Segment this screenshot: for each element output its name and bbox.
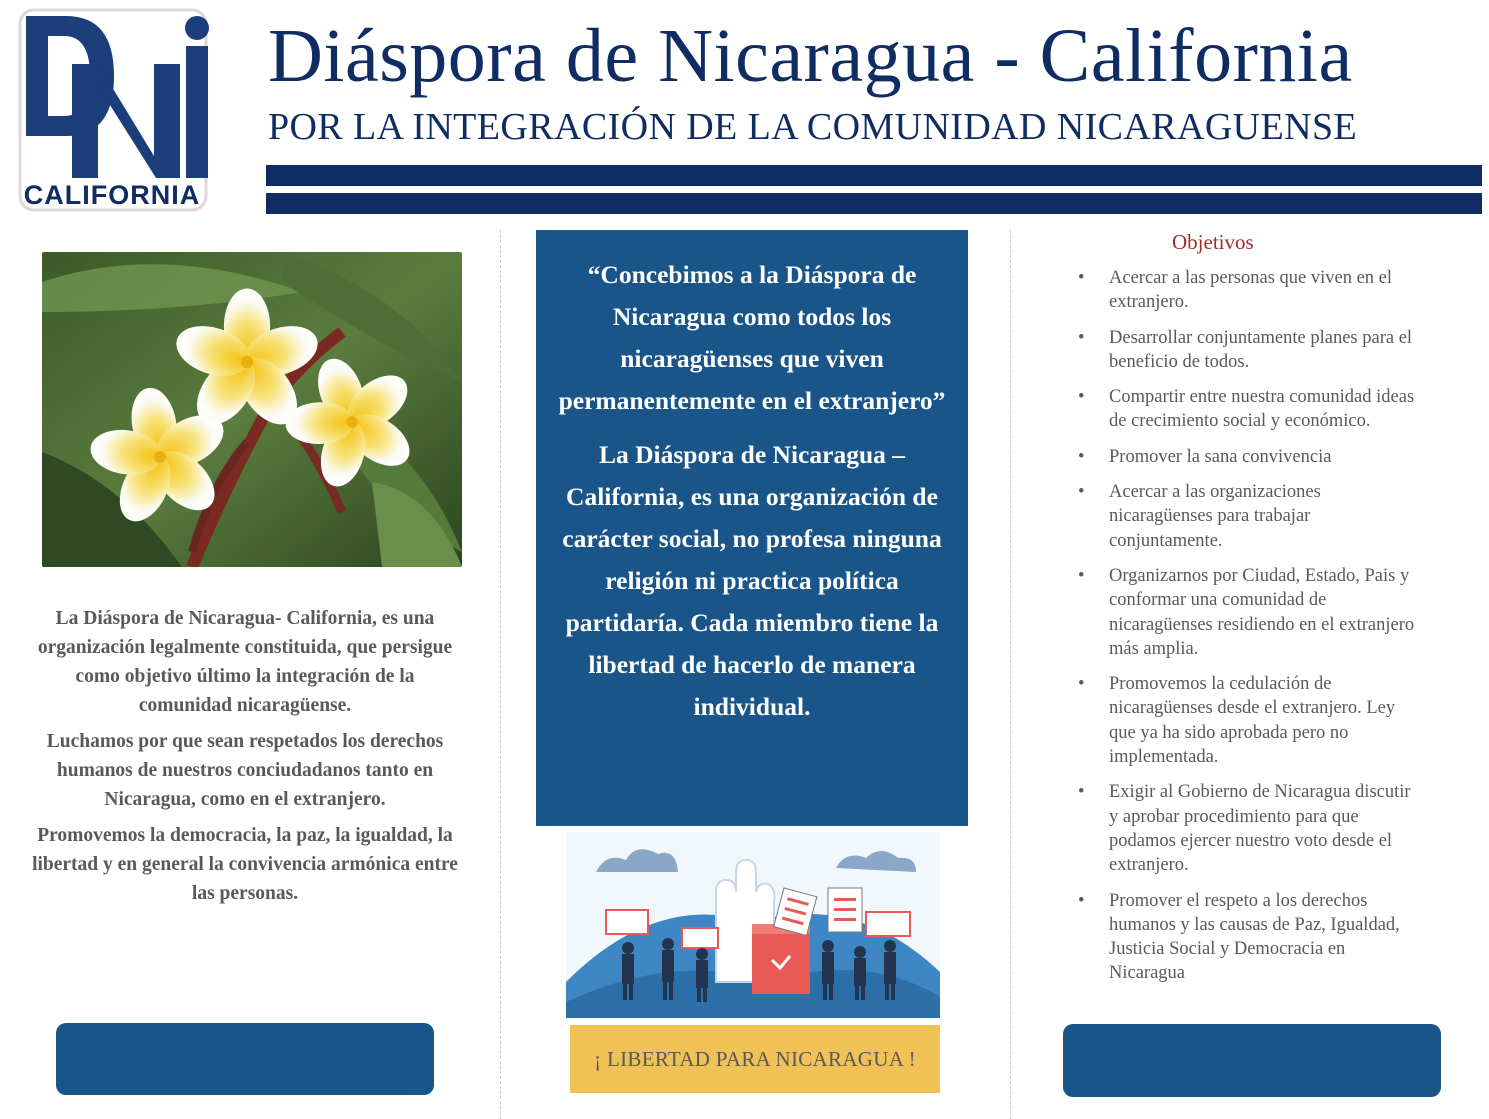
- bullet-icon: •: [1078, 482, 1085, 503]
- objective-text: Desarrollar conjuntamente planes para el beneficio de todos.: [1109, 327, 1413, 372]
- objective-item: [1078, 385, 1418, 434]
- column-divider-left: [500, 230, 501, 1119]
- bullet-icon: •: [1078, 674, 1085, 695]
- frangipani-flower-photo: [42, 252, 462, 567]
- bullet-icon: •: [1078, 327, 1085, 348]
- about-paragraph: Luchamos por que sean respetados los derechos humanos de nuestros conciudadanos tanto en Nicaragua, como en el extranjero.: [46, 731, 444, 810]
- objective-item: [1078, 672, 1418, 769]
- about-paragraph: Promovemos la democracia, la paz, la igualdad, la libertad y en general la convivencia armónica entre las personas.: [32, 825, 458, 904]
- bullet-icon: •: [1078, 782, 1085, 803]
- objective-item: [1078, 480, 1418, 553]
- mission-quote: “Concebimos a la Diáspora de Nicaragua como todos los nicaragüenses que viven permanentemente en el extranjero”: [558, 260, 946, 415]
- objective-item: [1078, 445, 1418, 469]
- objective-text: Promover la sana convivencia: [1109, 446, 1332, 467]
- objectives-title: Objetivos: [1172, 230, 1254, 254]
- objective-text: Promover el respeto a los derechos humanos y las causas de Paz, Igualdad, Justicia Social y Democracia en Nicaragua: [1109, 890, 1400, 984]
- header-rule-bottom: [266, 193, 1482, 214]
- column-divider-right: [1010, 230, 1011, 1119]
- right-footer-panel: [1063, 1024, 1441, 1097]
- objective-item: [1078, 266, 1418, 315]
- quote-text: [556, 254, 948, 740]
- about-text: [30, 604, 460, 915]
- objective-item: [1078, 564, 1418, 661]
- objective-text: Acercar a las organizaciones nicaragüenses para trabajar conjuntamente.: [1109, 482, 1321, 551]
- left-footer-panel: [56, 1023, 434, 1095]
- objective-item: [1078, 889, 1418, 986]
- objective-text: Compartir entre nuestra comunidad ideas de crecimiento social y económico.: [1109, 387, 1415, 432]
- objective-text: Promovemos la cedulación de nicaragüenses desde el extranjero. Ley que ya ha sido aprobada pero no implementada.: [1109, 674, 1396, 768]
- about-paragraph: La Diáspora de Nicaragua- California, es una organización legalmente constituida, que persigue como objetivo último la integración de la comunidad nicaragüense.: [37, 608, 453, 716]
- logo-wordmark: CALIFORNIA: [23, 180, 201, 210]
- bullet-icon: •: [1078, 387, 1085, 408]
- page-subtitle: POR LA INTEGRACIÓN DE LA COMUNIDAD NICARAGUENSE: [268, 106, 1358, 148]
- objectives-list: [1078, 266, 1418, 997]
- voting-illustration: [566, 832, 940, 1018]
- objective-text: Exigir al Gobierno de Nicaragua discutir y aprobar procedimiento para que podamos ejercer nuestro voto desde el extranjero.: [1109, 782, 1411, 876]
- bullet-icon: •: [1078, 890, 1085, 911]
- objective-text: Organizarnos por Ciudad, Estado, Pais y conformar una comunidad de nicaragüenses residiendo en el extranjero más amplia.: [1109, 565, 1415, 659]
- bullet-icon: •: [1078, 446, 1085, 467]
- bullet-icon: •: [1078, 565, 1085, 586]
- freedom-banner: [570, 1025, 940, 1093]
- header-rule-top: [266, 165, 1482, 186]
- objective-item: [1078, 326, 1418, 375]
- freedom-banner-text: ¡ LIBERTAD PARA NICARAGUA !: [594, 1046, 916, 1071]
- bullet-icon: •: [1078, 268, 1085, 288]
- page-title: Diáspora de Nicaragua - California: [268, 14, 1353, 98]
- organization-statement: La Diáspora de Nicaragua – California, es una organización de carácter social, no profesa ninguna religión ni practica política partidaría. Cada miembro tiene la libertad de hacerlo de manera individual.: [562, 440, 942, 721]
- objective-text: Acercar a las personas que viven en el extranjero.: [1109, 268, 1393, 313]
- objective-item: [1078, 780, 1418, 877]
